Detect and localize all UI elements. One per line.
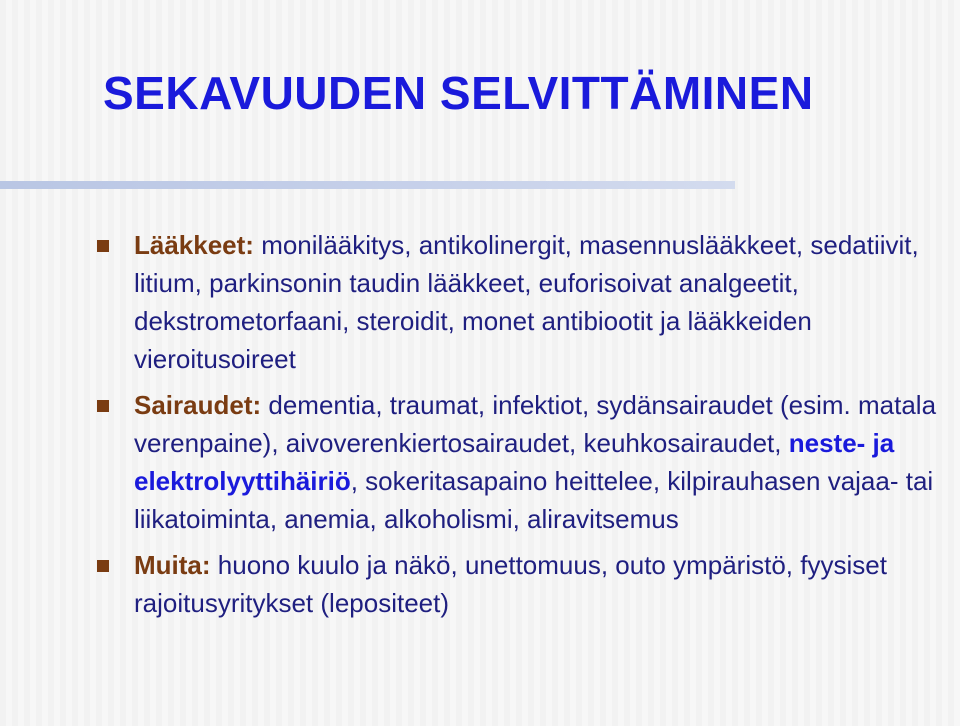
bullet-lead: Lääkkeet: <box>134 230 254 260</box>
bullet-emphasis: neste- ja elektrolyyttihäiriö <box>134 428 895 496</box>
bullet-text: monilääkitys, antikolinergit, masennuslääkkeet, sedatiivit, litium, parkinsonin taudin lääkkeet, euforisoivat analgeetit, dekstrometorfaani, steroidit, monet antibiootit ja lääkkeiden vieroitusoireet <box>134 230 919 374</box>
bullet-text: huono kuulo ja näkö, unettomuus, outo ympäristö, fyysiset rajoitusyritykset (lepositeet) <box>134 550 887 618</box>
bullet-list <box>97 226 937 630</box>
bullet-item-laakkeet <box>97 226 937 378</box>
bullet-item-sairaudet <box>97 386 937 538</box>
bullet-text-after: , sokeritasapaino heittelee, kilpirauhasen vajaa- tai liikatoiminta, anemia, alkoholismi, aliravitsemus <box>134 466 934 534</box>
square-bullet-icon <box>97 400 109 412</box>
bullet-text: dementia, traumat, infektiot, sydänsairaudet (esim. matala verenpaine), aivoverenkiertosairaudet, keuhkosairaudet, <box>134 390 937 458</box>
slide-title: SEKAVUUDEN SELVITTÄMINEN <box>103 67 814 119</box>
square-bullet-icon <box>97 560 109 572</box>
bullet-item-muita <box>97 546 937 622</box>
bullet-lead: Muita: <box>134 550 211 580</box>
square-bullet-icon <box>97 240 109 252</box>
title-divider <box>0 181 735 189</box>
bullet-lead: Sairaudet: <box>134 390 262 420</box>
